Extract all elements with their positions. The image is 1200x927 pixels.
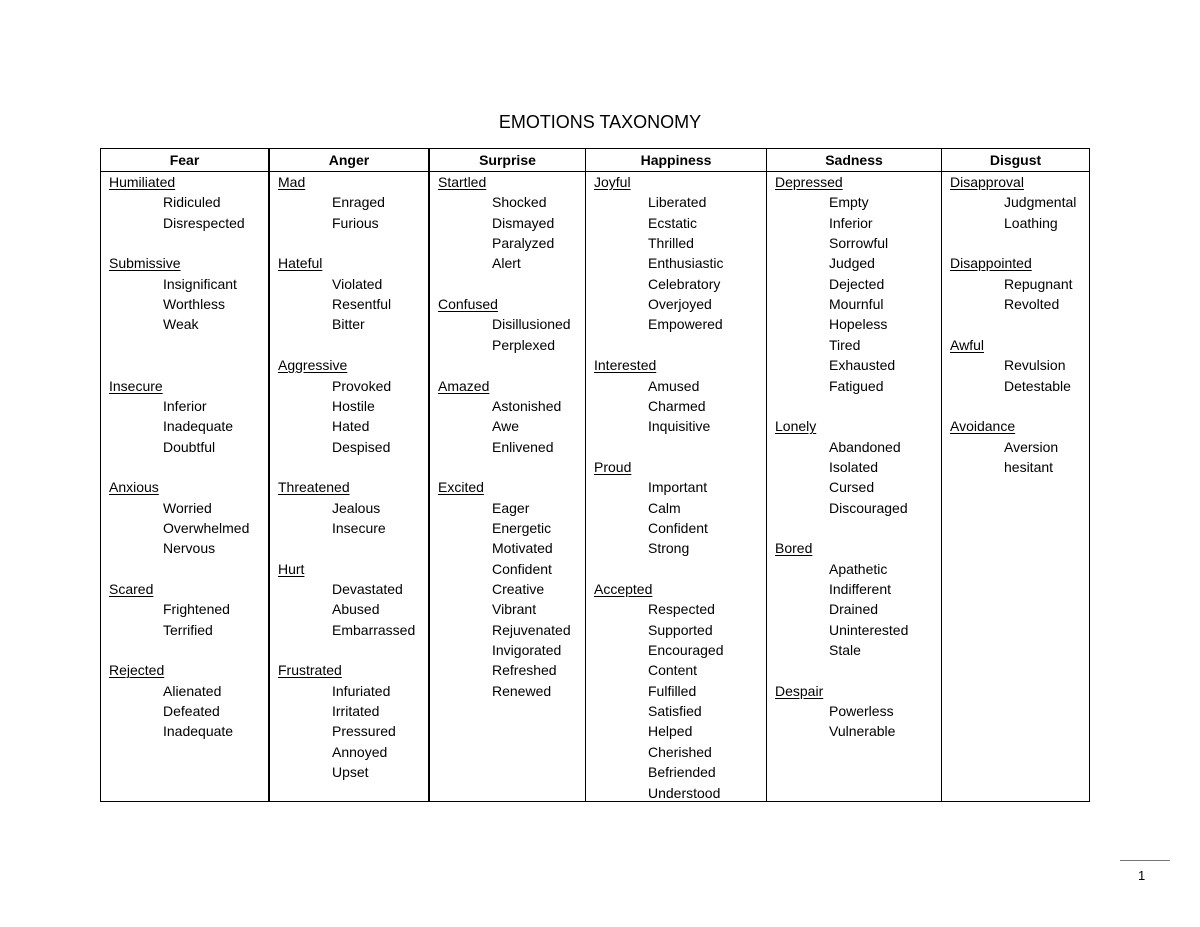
emotion-item: Frightened xyxy=(163,601,230,618)
emotions-table xyxy=(100,148,1090,802)
emotion-item: Inadequate xyxy=(163,723,234,740)
column-header: Surprise xyxy=(430,149,585,172)
emotion-category: Disappointed xyxy=(950,255,1032,272)
emotion-item: Refreshed xyxy=(492,662,557,679)
column-header: Disgust xyxy=(942,149,1089,172)
emotion-item: Weak xyxy=(163,316,199,333)
emotion-item: Encouraged xyxy=(648,642,724,659)
emotion-category: Insecure xyxy=(109,377,163,394)
emotion-item: Devastated xyxy=(332,581,403,597)
emotion-item: Paralyzed xyxy=(492,235,555,252)
emotion-item: Annoyed xyxy=(332,743,388,760)
emotion-item: Befriended xyxy=(648,764,716,781)
emotion-item: Confident xyxy=(648,519,708,536)
emotion-item: Celebratory xyxy=(648,275,721,292)
emotion-category: Mad xyxy=(278,174,306,190)
emotion-category: Depressed xyxy=(775,174,843,190)
emotion-item: Upset xyxy=(332,764,369,781)
emotion-item: Insignificant xyxy=(163,275,237,292)
emotion-item: Perplexed xyxy=(492,336,556,353)
emotion-item: Worried xyxy=(163,499,212,516)
emotion-category: Joyful xyxy=(594,174,631,190)
emotion-item: Satisfied xyxy=(648,703,702,720)
emotion-item: Defeated xyxy=(163,703,220,720)
emotion-category: Threatened xyxy=(278,479,350,496)
emotion-item: Irritated xyxy=(332,703,380,720)
emotion-category: Bored xyxy=(775,540,813,557)
emotion-category: Proud xyxy=(594,458,632,475)
emotion-item: Powerless xyxy=(829,703,894,720)
emotion-item: Inferior xyxy=(829,214,873,231)
emotion-item: Jealous xyxy=(332,499,381,516)
emotion-item: Enlivened xyxy=(492,438,554,455)
emotion-item: Drained xyxy=(829,601,879,618)
emotion-item: Aversion xyxy=(1004,438,1059,455)
emotion-item: Inferior xyxy=(163,397,207,414)
emotion-item: Vibrant xyxy=(492,601,537,618)
emotion-item: Furious xyxy=(332,214,379,231)
emotion-item: Confident xyxy=(492,560,552,577)
emotion-item: Infuriated xyxy=(332,682,391,699)
emotion-category: Submissive xyxy=(109,255,181,272)
emotion-item: Empowered xyxy=(648,316,723,333)
emotion-item: Eager xyxy=(492,499,530,516)
emotion-item: Amused xyxy=(648,377,700,394)
emotion-item: Understood xyxy=(648,784,721,801)
emotion-item: Supported xyxy=(648,621,713,638)
emotion-item: Tired xyxy=(829,336,861,353)
emotion-item: Hostile xyxy=(332,397,375,414)
emotion-item: Violated xyxy=(332,275,383,292)
emotion-item: Uninterested xyxy=(829,621,909,638)
emotion-item: Nervous xyxy=(163,540,216,557)
emotion-item: Resentful xyxy=(332,296,392,313)
emotion-item: Despised xyxy=(332,438,391,455)
emotion-item: Important xyxy=(648,479,708,496)
emotion-item: Rejuvenated xyxy=(492,621,571,638)
emotion-item: Abused xyxy=(332,601,380,618)
emotion-category: Awful xyxy=(950,336,984,353)
column-header: Anger xyxy=(270,149,428,172)
emotion-item: Helped xyxy=(648,723,693,740)
emotion-item: hesitant xyxy=(1004,458,1054,475)
column-disgust xyxy=(941,149,1089,801)
emotion-item: Renewed xyxy=(492,682,552,699)
emotion-item: Alienated xyxy=(163,682,222,699)
emotion-item: Indifferent xyxy=(829,581,892,597)
emotion-category: Hurt xyxy=(278,560,305,577)
emotion-item: Inquisitive xyxy=(648,418,711,435)
column-happiness xyxy=(585,149,766,801)
emotion-item: Ridiculed xyxy=(163,194,221,211)
emotion-item: Stale xyxy=(829,642,861,659)
column-surprise xyxy=(428,149,585,801)
page-number: 1 xyxy=(1138,868,1146,883)
emotion-item: Strong xyxy=(648,540,690,557)
column-sadness xyxy=(766,149,941,801)
emotion-category: Lonely xyxy=(775,418,817,435)
emotion-item: Embarrassed xyxy=(332,621,416,638)
emotion-item: Creative xyxy=(492,581,545,597)
emotion-category: Despair xyxy=(775,682,824,699)
emotion-item: Disrespected xyxy=(163,214,245,231)
emotion-item: Sorrowful xyxy=(829,235,889,252)
emotion-item: Apathetic xyxy=(829,560,888,577)
emotion-item: Judgmental xyxy=(1004,194,1077,211)
emotion-item: Cursed xyxy=(829,479,875,496)
column-header: Happiness xyxy=(586,149,766,172)
emotion-item: Mournful xyxy=(829,296,884,313)
emotion-category: Scared xyxy=(109,581,154,597)
emotion-item: Overwhelmed xyxy=(163,519,250,536)
emotion-category: Confused xyxy=(438,296,498,313)
emotion-item: Exhausted xyxy=(829,357,896,374)
emotion-item: Inadequate xyxy=(163,418,234,435)
emotion-item: Empty xyxy=(829,194,869,211)
emotion-item: Doubtful xyxy=(163,438,216,455)
emotion-item: Judged xyxy=(829,255,875,272)
emotion-item: Charmed xyxy=(648,397,706,414)
emotion-item: Provoked xyxy=(332,377,392,394)
emotion-item: Detestable xyxy=(1004,377,1071,394)
emotion-item: Disillusioned xyxy=(492,316,571,333)
column-anger xyxy=(268,149,428,801)
emotion-item: Calm xyxy=(648,499,681,516)
emotion-item: Dismayed xyxy=(492,214,555,231)
emotion-item: Pressured xyxy=(332,723,396,740)
emotion-item: Energetic xyxy=(492,519,552,536)
emotion-item: Discouraged xyxy=(829,499,908,516)
emotion-item: Awe xyxy=(492,418,519,435)
emotion-item: Revulsion xyxy=(1004,357,1066,374)
column-fear xyxy=(101,149,268,801)
emotion-item: Respected xyxy=(648,601,715,618)
emotion-category: Excited xyxy=(438,479,484,496)
emotion-category: Avoidance xyxy=(950,418,1016,435)
emotion-item: Ecstatic xyxy=(648,214,698,231)
emotion-category: Startled xyxy=(438,174,487,190)
emotion-item: Bitter xyxy=(332,316,365,333)
emotion-category: Accepted xyxy=(594,581,653,597)
emotion-item: Insecure xyxy=(332,519,386,536)
emotion-item: Dejected xyxy=(829,275,885,292)
emotion-item: Loathing xyxy=(1004,214,1058,231)
emotion-item: Thrilled xyxy=(648,235,694,252)
emotion-category: Hateful xyxy=(278,255,323,272)
emotion-category: Frustrated xyxy=(278,662,342,679)
emotion-item: Vulnerable xyxy=(829,723,896,740)
emotion-item: Repugnant xyxy=(1004,275,1073,292)
emotion-category: Disapproval xyxy=(950,174,1024,190)
emotion-item: Terrified xyxy=(163,621,213,638)
emotion-category: Aggressive xyxy=(278,357,348,374)
emotion-item: Worthless xyxy=(163,296,225,313)
emotion-item: Motivated xyxy=(492,540,553,557)
emotion-item: Fatigued xyxy=(829,377,884,394)
emotion-item: Content xyxy=(648,662,698,679)
emotion-item: Fulfilled xyxy=(648,682,697,699)
footer-rule xyxy=(1120,860,1170,861)
emotion-item: Abandoned xyxy=(829,438,901,455)
emotion-category: Anxious xyxy=(109,479,159,496)
column-header: Fear xyxy=(101,149,268,172)
emotion-item: Isolated xyxy=(829,458,879,475)
document-title: EMOTIONS TAXONOMY xyxy=(498,112,702,132)
emotion-item: Cherished xyxy=(648,743,712,760)
emotion-item: Overjoyed xyxy=(648,296,712,313)
emotion-item: Invigorated xyxy=(492,642,562,659)
emotion-item: Astonished xyxy=(492,397,562,414)
emotion-item: Revolted xyxy=(1004,296,1060,313)
emotion-item: Hopeless xyxy=(829,316,888,333)
emotion-item: Liberated xyxy=(648,194,707,211)
emotion-item: Enraged xyxy=(332,194,385,211)
emotion-category: Rejected xyxy=(109,662,165,679)
column-header: Sadness xyxy=(767,149,941,172)
emotion-item: Alert xyxy=(492,255,521,272)
emotion-category: Interested xyxy=(594,357,657,374)
emotion-item: Hated xyxy=(332,418,370,435)
emotion-category: Humiliated xyxy=(109,174,176,190)
emotion-category: Amazed xyxy=(438,377,490,394)
emotion-item: Shocked xyxy=(492,194,547,211)
emotion-item: Enthusiastic xyxy=(648,255,724,272)
